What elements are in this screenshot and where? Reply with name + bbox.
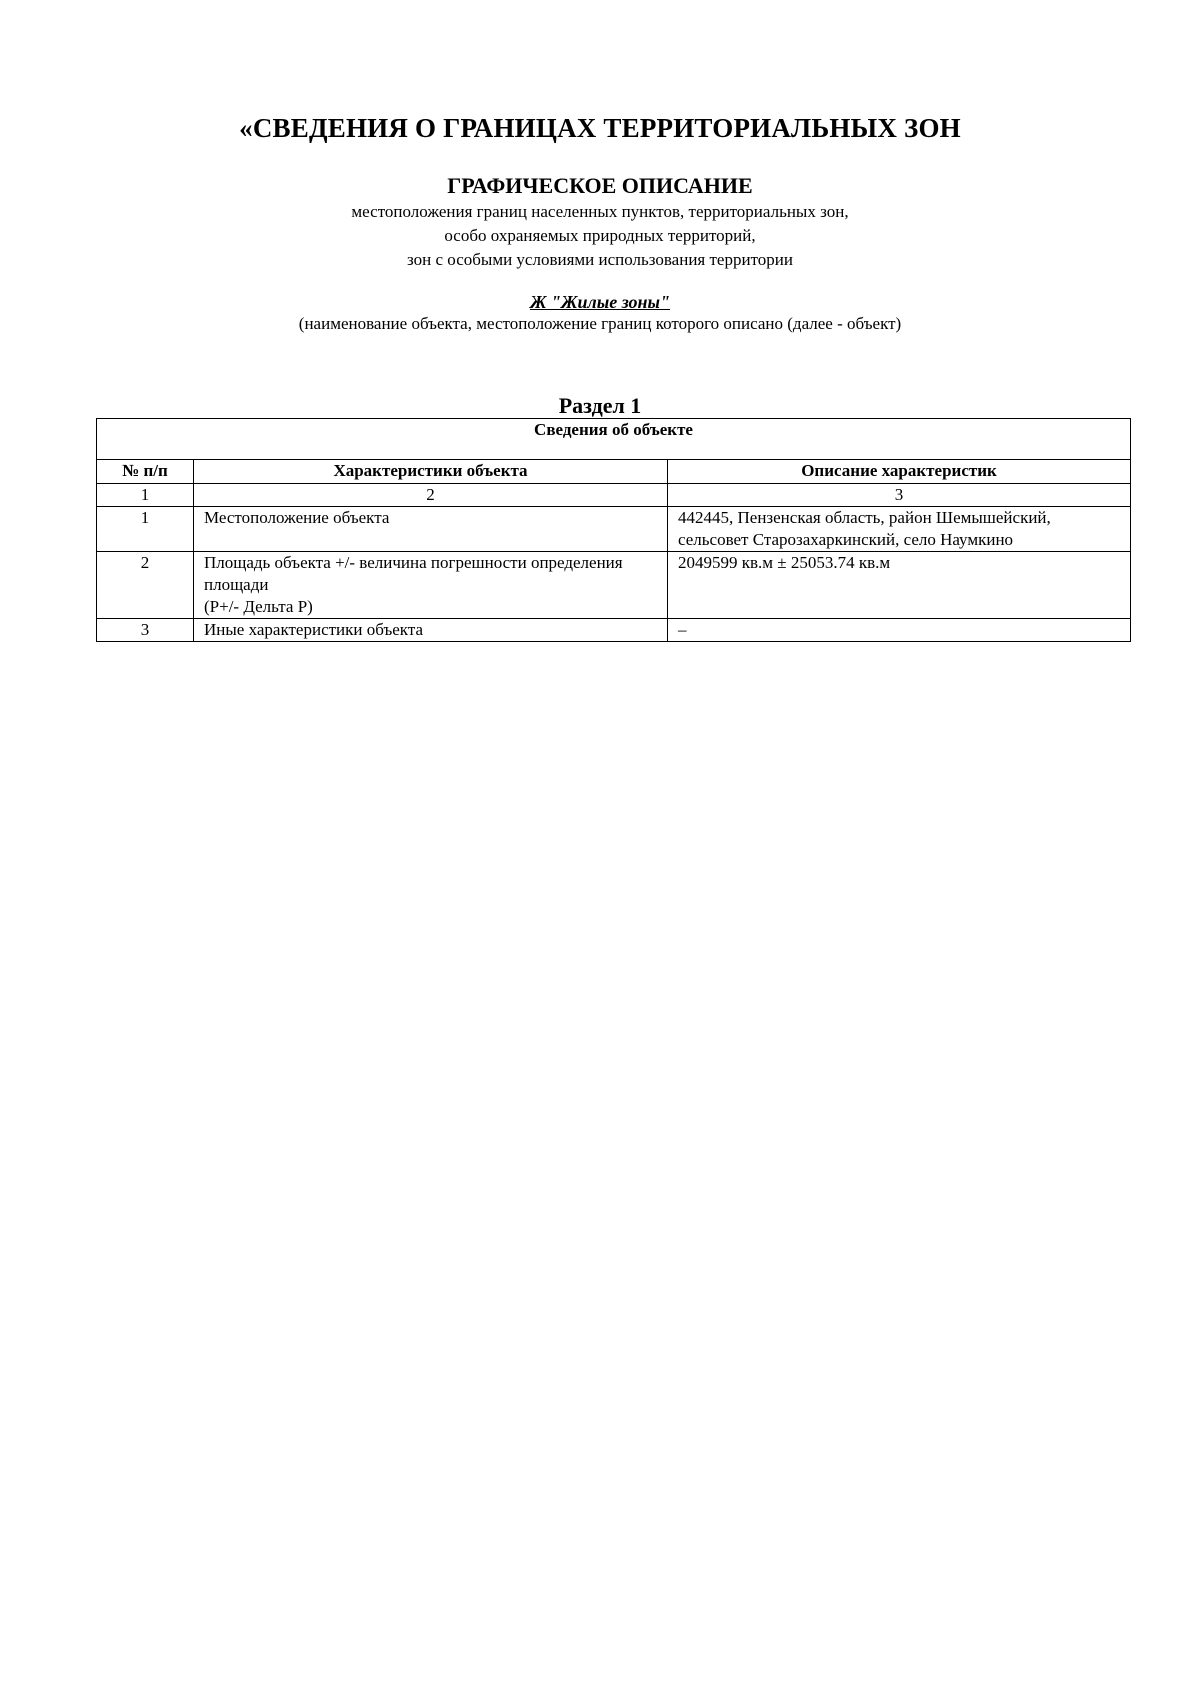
row-characteristic: Площадь объекта +/- величина погрешности определения площади	[204, 553, 623, 594]
section-title: Раздел 1	[558, 393, 642, 418]
row-number: 2	[97, 552, 194, 619]
description-lines	[0, 200, 1200, 272]
table-header-row	[97, 460, 1131, 484]
object-info-table	[96, 418, 1131, 642]
table-caption: Сведения об объекте	[97, 419, 1131, 460]
table-row	[97, 552, 1131, 619]
column-header: Описание характеристик	[668, 460, 1131, 484]
column-number-row	[97, 484, 1131, 507]
row-description: –	[668, 619, 1131, 642]
row-description: 2049599 кв.м ± 25053.74 кв.м	[668, 552, 1131, 619]
row-characteristic: Иные характеристики объекта	[194, 619, 668, 642]
document-title: «СВЕДЕНИЯ О ГРАНИЦАХ ТЕРРИТОРИАЛЬНЫХ ЗОН	[239, 113, 961, 143]
row-number: 1	[97, 507, 194, 552]
column-header: № п/п	[97, 460, 194, 484]
row-characteristic-extra: (P+/- Дельта P)	[204, 597, 313, 616]
row-description: 442445, Пензенская область, район Шемышейский, сельсовет Старозахаркинский, село Наумкино	[668, 507, 1131, 552]
graphic-description-title: ГРАФИЧЕСКОЕ ОПИСАНИЕ	[447, 173, 753, 198]
object-name	[0, 292, 1200, 313]
object-name-text: Ж "Жилые зоны"	[529, 292, 671, 312]
row-number: 3	[97, 619, 194, 642]
object-caption: (наименование объекта, местоположение границ которого описано (далее - объект)	[298, 314, 902, 333]
column-number: 2	[194, 484, 668, 507]
column-number: 3	[668, 484, 1131, 507]
description-line: местоположения границ населенных пунктов, территориальных зон,	[351, 202, 849, 221]
column-number: 1	[97, 484, 194, 507]
description-line: особо охраняемых природных территорий,	[444, 226, 756, 245]
column-header: Характеристики объекта	[194, 460, 668, 484]
table-row	[97, 507, 1131, 552]
row-characteristic: Местоположение объекта	[194, 507, 668, 552]
row-characteristic-cell	[194, 552, 668, 619]
table-row	[97, 619, 1131, 642]
description-line: зон с особыми условиями использования территории	[407, 250, 793, 269]
table-caption-row	[97, 419, 1131, 460]
